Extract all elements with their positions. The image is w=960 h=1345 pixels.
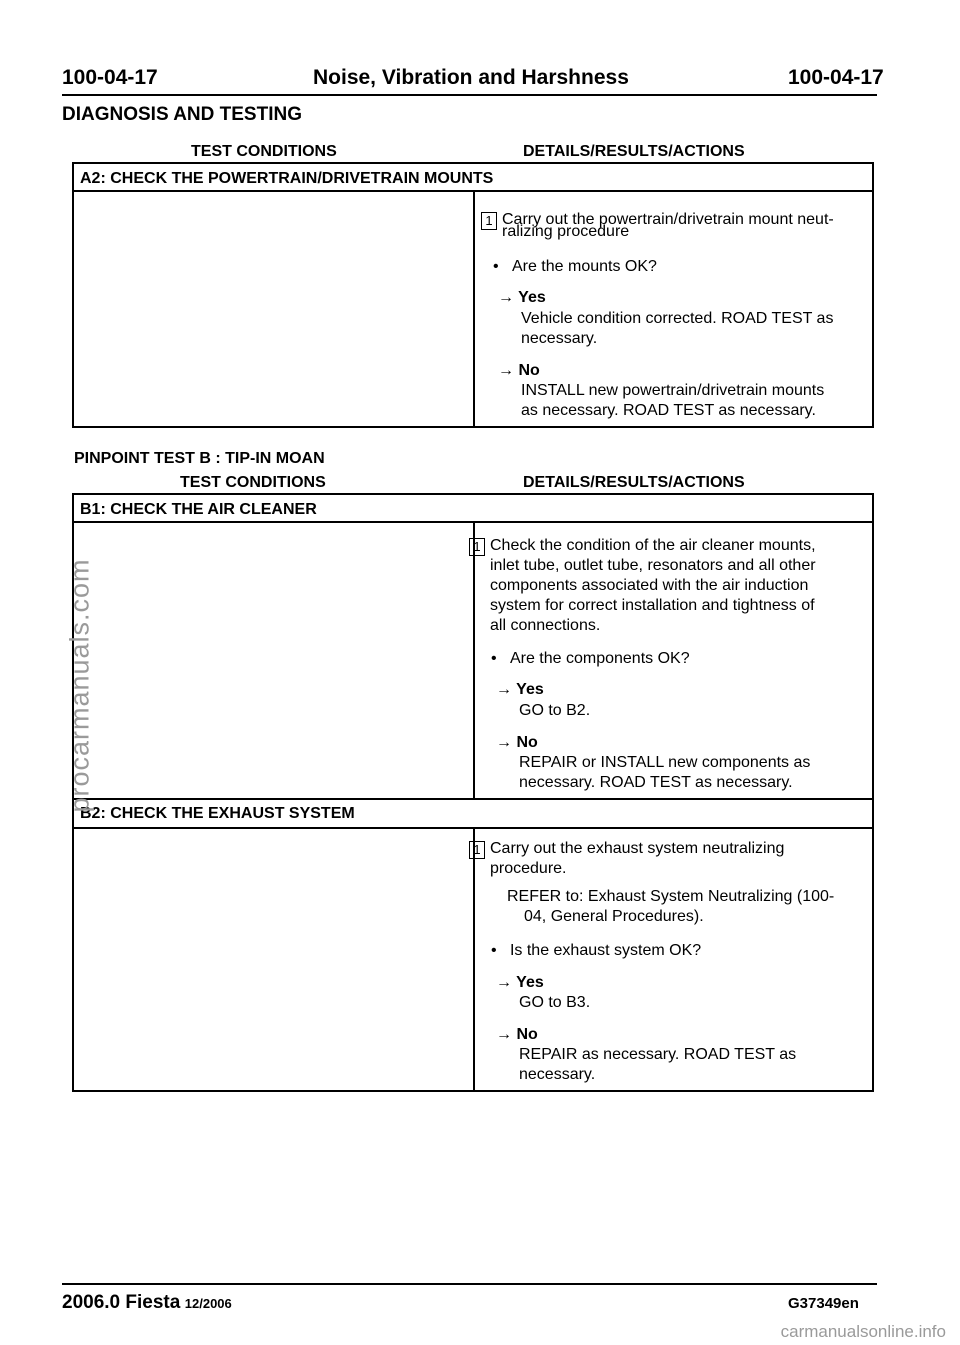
step-b1: 1 Check the condition of the air cleaner mounts, [469,536,816,556]
step-b1-line4: system for correct installation and tightness of [490,597,815,614]
page-number-right: 100-04-17 [788,66,884,89]
step-a2-line2: ralizing procedure [502,223,630,240]
row-title-b2: B2: CHECK THE EXHAUST SYSTEM [80,805,355,822]
question-a2: • Are the mounts OK? [493,258,657,275]
bottom-watermark: carmanualsonline.info [780,1322,946,1341]
header-rule [62,94,877,96]
no-label-b1: → No [496,734,538,751]
no-action-a2-line2: as necessary. ROAD TEST as necessary. [521,402,816,419]
footer-model: 2006.0 Fiesta 12/2006 [62,1292,232,1313]
column-divider [473,827,475,1090]
side-watermark: procarmanuals.com [64,558,95,813]
no-action-b1-line2: necessary. ROAD TEST as necessary. [519,774,793,791]
yes-action-a2-line2: necessary. [521,330,598,347]
refer-b2-line1: REFER to: Exhaust System Neutralizing (100- [507,888,835,905]
question-b2: • Is the exhaust system OK? [491,942,702,959]
no-action-b1-line1: REPAIR or INSTALL new components as [519,754,811,771]
yes-label-a2: → Yes [498,289,546,306]
yes-action-b2: GO to B3. [519,994,591,1011]
no-label-a2: → No [498,362,540,379]
bullet-icon: • [491,942,497,959]
arrow-right-icon: → [496,681,512,698]
arrow-right-icon: → [496,1026,512,1043]
footer-rule [62,1283,877,1285]
section-title: DIAGNOSIS AND TESTING [62,104,302,125]
pinpoint-test-title: PINPOINT TEST B : TIP-IN MOAN [74,450,325,467]
arrow-right-icon: → [498,362,514,379]
row-title-a2: A2: CHECK THE POWERTRAIN/DRIVETRAIN MOUNTS [80,170,494,187]
row-divider [74,798,872,800]
no-label-b2: → No [496,1026,538,1043]
column-header-details: DETAILS/RESULTS/ACTIONS [523,143,745,160]
column-header-details: DETAILS/RESULTS/ACTIONS [523,474,745,491]
column-header-test-conditions: TEST CONDITIONS [191,143,337,160]
bullet-icon: • [491,650,497,667]
page-number-left: 100-04-17 [62,66,158,89]
footer-code: G37349en [788,1295,859,1312]
footer-date: 12/2006 [184,1296,232,1311]
step-number-box: 1 [481,212,497,230]
yes-label-b1: → Yes [496,681,544,698]
no-action-b2-line1: REPAIR as necessary. ROAD TEST as [519,1046,797,1063]
step-b1-line3: components associated with the air induction [490,577,809,594]
step-a2: 1 Carry out the powertrain/drivetrain mount neut- [481,210,834,230]
step-b1-line2: inlet tube, outlet tube, resonators and all other [490,557,816,574]
column-divider [473,190,475,426]
step-number-box: 1 [469,538,485,556]
arrow-right-icon: → [496,734,512,751]
no-action-b2-line2: necessary. [519,1066,596,1083]
page-title: Noise, Vibration and Harshness [313,66,629,89]
step-b2: 1 Carry out the exhaust system neutralizing [469,839,784,859]
column-header-test-conditions: TEST CONDITIONS [180,474,326,491]
yes-action-b1: GO to B2. [519,702,591,719]
arrow-right-icon: → [498,289,514,306]
no-action-a2-line1: INSTALL new powertrain/drivetrain mounts [521,382,825,399]
question-b1: • Are the components OK? [491,650,690,667]
step-b2-line2: procedure. [490,860,567,877]
yes-action-a2-line1: Vehicle condition corrected. ROAD TEST as [521,310,834,327]
refer-b2-line2: 04, General Procedures). [524,908,704,925]
row-title-b1: B1: CHECK THE AIR CLEANER [80,501,317,518]
step-b1-line5: all connections. [490,617,601,634]
column-divider [473,521,475,798]
bullet-icon: • [493,258,499,275]
step-number-box: 1 [469,841,485,859]
arrow-right-icon: → [496,974,512,991]
yes-label-b2: → Yes [496,974,544,991]
